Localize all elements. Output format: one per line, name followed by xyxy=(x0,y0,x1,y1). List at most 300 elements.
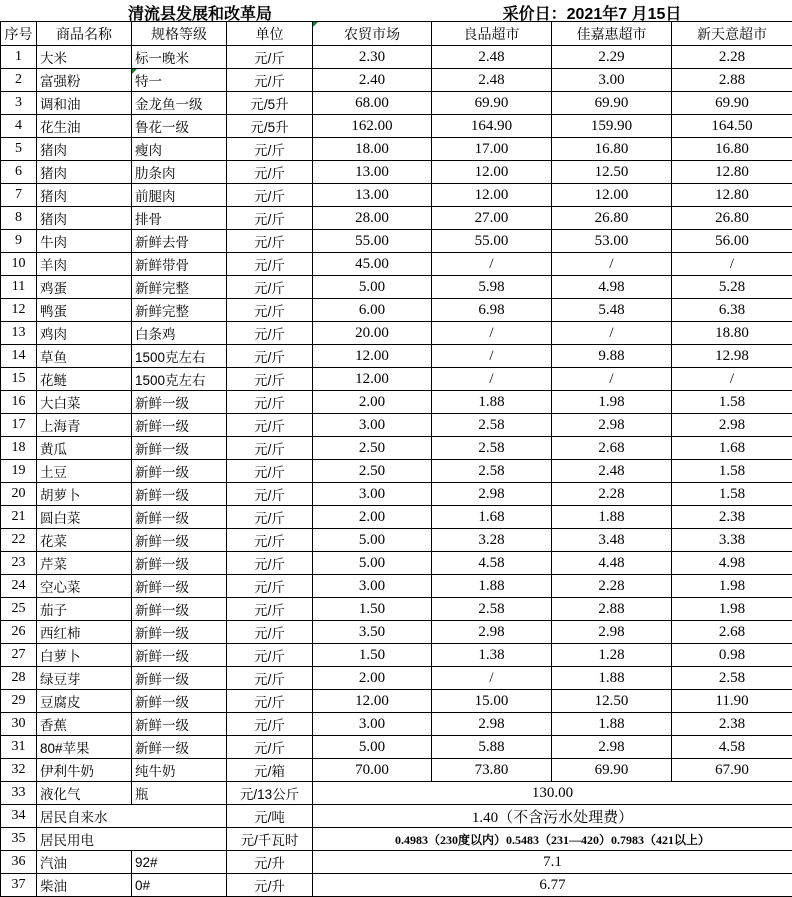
unit-cell: 元/斤 xyxy=(227,667,313,690)
price-cell: 2.98 xyxy=(432,621,552,644)
spec-grade-cell: 瓶 xyxy=(132,782,227,805)
product-name-cell: 鸡肉 xyxy=(37,322,132,345)
product-name-cell: 调和油 xyxy=(37,92,132,115)
error-marker-icon xyxy=(313,22,318,27)
price-cell: 5.98 xyxy=(432,276,552,299)
product-name-cell: 豆腐皮 xyxy=(37,690,132,713)
row-number-cell: 14 xyxy=(1,345,37,368)
product-name-cell: 猪肉 xyxy=(37,161,132,184)
merged-price-cell: 130.00 xyxy=(313,782,792,805)
price-cell: 5.88 xyxy=(432,736,552,759)
price-cell: / xyxy=(432,667,552,690)
unit-cell: 元/斤 xyxy=(227,483,313,506)
table-row xyxy=(1,690,792,713)
unit-cell: 元/斤 xyxy=(227,322,313,345)
price-cell: / xyxy=(432,345,552,368)
product-name-cell: 黄瓜 xyxy=(37,437,132,460)
price-cell: 69.90 xyxy=(672,92,792,115)
column-header-3: 单位 xyxy=(227,22,313,46)
price-cell: 12.50 xyxy=(552,161,672,184)
price-cell: 68.00 xyxy=(313,92,432,115)
row-number-cell: 25 xyxy=(1,598,37,621)
price-cell: 45.00 xyxy=(313,253,432,276)
price-cell: 2.28 xyxy=(672,46,792,69)
price-cell: 2.38 xyxy=(672,506,792,529)
price-cell: 18.00 xyxy=(313,138,432,161)
unit-cell: 元/斤 xyxy=(227,690,313,713)
price-cell: 3.28 xyxy=(432,529,552,552)
spec-grade-cell: 新鲜完整 xyxy=(132,276,227,299)
row-number-cell: 3 xyxy=(1,92,37,115)
table-row xyxy=(1,391,792,414)
table-row xyxy=(1,161,792,184)
unit-cell: 元/斤 xyxy=(227,575,313,598)
price-cell: 2.40 xyxy=(313,69,432,92)
unit-cell: 元/斤 xyxy=(227,299,313,322)
price-cell: 2.58 xyxy=(432,414,552,437)
unit-cell: 元/斤 xyxy=(227,253,313,276)
row-number-cell: 1 xyxy=(1,46,37,69)
product-name-cell: 80#苹果 xyxy=(37,736,132,759)
row-number-cell: 30 xyxy=(1,713,37,736)
price-cell: 2.48 xyxy=(432,69,552,92)
price-cell: 16.80 xyxy=(672,138,792,161)
table-row xyxy=(1,69,792,92)
product-name-cell: 鸭蛋 xyxy=(37,299,132,322)
price-cell: 2.58 xyxy=(432,460,552,483)
spec-grade-cell: 新鲜一级 xyxy=(132,506,227,529)
price-cell: 5.00 xyxy=(313,276,432,299)
price-cell: 2.98 xyxy=(432,483,552,506)
row-number-cell: 18 xyxy=(1,437,37,460)
row-number-cell: 19 xyxy=(1,460,37,483)
unit-cell: 元/斤 xyxy=(227,437,313,460)
product-name-cell: 白萝卜 xyxy=(37,644,132,667)
product-name-cell: 富强粉 xyxy=(37,69,132,92)
price-cell: 2.98 xyxy=(552,736,672,759)
price-cell: 6.00 xyxy=(313,299,432,322)
title-bar xyxy=(0,0,792,21)
price-cell: 159.90 xyxy=(552,115,672,138)
product-name-cell: 猪肉 xyxy=(37,184,132,207)
price-cell: 1.88 xyxy=(552,506,672,529)
product-name-cell: 居民用电 xyxy=(37,828,227,851)
spec-grade-cell: 新鲜一级 xyxy=(132,575,227,598)
price-cell: 4.98 xyxy=(672,552,792,575)
row-number-cell: 8 xyxy=(1,207,37,230)
column-header-5: 良品超市 xyxy=(432,22,552,46)
spec-grade-cell: 新鲜一级 xyxy=(132,644,227,667)
spec-grade-cell: 纯牛奶 xyxy=(132,759,227,782)
product-name-cell: 牛肉 xyxy=(37,230,132,253)
table-row xyxy=(1,345,792,368)
price-cell: 26.80 xyxy=(672,207,792,230)
price-cell: 13.00 xyxy=(313,184,432,207)
price-cell: 1.68 xyxy=(672,437,792,460)
table-row xyxy=(1,552,792,575)
spec-grade-cell: 瘦肉 xyxy=(132,138,227,161)
price-cell: / xyxy=(432,368,552,391)
row-number-cell: 35 xyxy=(1,828,37,851)
table-row xyxy=(1,276,792,299)
price-cell: 1.38 xyxy=(432,644,552,667)
column-header-1: 商品名称 xyxy=(37,22,132,46)
table-row xyxy=(1,460,792,483)
unit-cell: 元/斤 xyxy=(227,506,313,529)
unit-cell: 元/13公斤 xyxy=(227,782,313,805)
row-number-cell: 17 xyxy=(1,414,37,437)
price-cell: 27.00 xyxy=(432,207,552,230)
table-row xyxy=(1,207,792,230)
price-cell: 12.50 xyxy=(552,690,672,713)
spec-grade-cell: 新鲜一级 xyxy=(132,483,227,506)
row-number-cell: 10 xyxy=(1,253,37,276)
table-row xyxy=(1,736,792,759)
product-name-cell: 汽油 xyxy=(37,851,132,874)
price-cell: 2.98 xyxy=(552,414,672,437)
merged-price-cell: 6.77 xyxy=(313,874,792,897)
price-cell: 4.58 xyxy=(672,736,792,759)
price-cell: 2.48 xyxy=(432,46,552,69)
spec-grade-cell: 新鲜一级 xyxy=(132,529,227,552)
price-cell: 1.88 xyxy=(552,667,672,690)
price-cell: 73.80 xyxy=(432,759,552,782)
unit-cell: 元/升 xyxy=(227,851,313,874)
price-cell: / xyxy=(432,322,552,345)
price-cell: 3.50 xyxy=(313,621,432,644)
unit-cell: 元/斤 xyxy=(227,644,313,667)
price-cell: 2.29 xyxy=(552,46,672,69)
price-cell: 3.48 xyxy=(552,529,672,552)
spec-grade-cell: 金龙鱼一级 xyxy=(132,92,227,115)
table-row xyxy=(1,437,792,460)
price-cell: 2.48 xyxy=(552,460,672,483)
row-number-cell: 37 xyxy=(1,874,37,897)
price-cell: 70.00 xyxy=(313,759,432,782)
row-number-cell: 12 xyxy=(1,299,37,322)
spec-grade-cell: 白条鸡 xyxy=(132,322,227,345)
spec-grade-cell: 新鲜一级 xyxy=(132,736,227,759)
price-cell: 15.00 xyxy=(432,690,552,713)
unit-cell: 元/斤 xyxy=(227,161,313,184)
unit-cell: 元/箱 xyxy=(227,759,313,782)
product-name-cell: 居民自来水 xyxy=(37,805,227,828)
price-cell: 12.98 xyxy=(672,345,792,368)
price-cell: 55.00 xyxy=(432,230,552,253)
unit-cell: 元/斤 xyxy=(227,621,313,644)
spec-grade-cell: 0# xyxy=(132,874,227,897)
unit-cell: 元/斤 xyxy=(227,276,313,299)
price-cell: 13.00 xyxy=(313,161,432,184)
price-cell: 18.80 xyxy=(672,322,792,345)
price-cell: 1.68 xyxy=(432,506,552,529)
column-header-6: 佳嘉惠超市 xyxy=(552,22,672,46)
unit-cell: 元/斤 xyxy=(227,345,313,368)
price-cell: / xyxy=(432,253,552,276)
spec-grade-cell: 新鲜一级 xyxy=(132,552,227,575)
table-row xyxy=(1,828,792,851)
price-cell: 1.98 xyxy=(672,598,792,621)
price-cell: 2.98 xyxy=(552,621,672,644)
price-cell: 12.00 xyxy=(313,690,432,713)
price-cell: 2.50 xyxy=(313,437,432,460)
table-row xyxy=(1,598,792,621)
price-cell: 164.50 xyxy=(672,115,792,138)
price-cell: 1.58 xyxy=(672,391,792,414)
table-row xyxy=(1,575,792,598)
unit-cell: 元/5升 xyxy=(227,92,313,115)
price-cell: 2.50 xyxy=(313,460,432,483)
price-cell: 1.88 xyxy=(432,391,552,414)
product-name-cell: 液化气 xyxy=(37,782,132,805)
unit-cell: 元/斤 xyxy=(227,138,313,161)
table-row xyxy=(1,805,792,828)
price-cell: 67.90 xyxy=(672,759,792,782)
price-cell: 12.00 xyxy=(552,184,672,207)
price-cell: 2.98 xyxy=(432,713,552,736)
spec-grade-cell: 新鲜完整 xyxy=(132,299,227,322)
price-table xyxy=(0,21,792,897)
price-cell: 2.00 xyxy=(313,391,432,414)
product-name-cell: 圆白菜 xyxy=(37,506,132,529)
table-row xyxy=(1,368,792,391)
unit-cell: 元/千瓦时 xyxy=(227,828,313,851)
price-cell: 3.00 xyxy=(313,483,432,506)
row-number-cell: 28 xyxy=(1,667,37,690)
price-cell: 0.98 xyxy=(672,644,792,667)
price-cell: 6.38 xyxy=(672,299,792,322)
table-row xyxy=(1,138,792,161)
price-cell: 12.80 xyxy=(672,184,792,207)
price-cell: 5.00 xyxy=(313,552,432,575)
product-name-cell: 花生油 xyxy=(37,115,132,138)
row-number-cell: 5 xyxy=(1,138,37,161)
row-number-cell: 27 xyxy=(1,644,37,667)
price-cell: 3.00 xyxy=(313,713,432,736)
table-row xyxy=(1,506,792,529)
table-row xyxy=(1,483,792,506)
price-cell: 56.00 xyxy=(672,230,792,253)
spec-grade-cell: 新鲜一级 xyxy=(132,667,227,690)
merged-price-cell: 7.1 xyxy=(313,851,792,874)
price-cell: 1.28 xyxy=(552,644,672,667)
table-row xyxy=(1,92,792,115)
product-name-cell: 芹菜 xyxy=(37,552,132,575)
price-cell: 2.68 xyxy=(552,437,672,460)
price-cell: 9.88 xyxy=(552,345,672,368)
price-cell: 12.00 xyxy=(432,184,552,207)
price-cell: 3.38 xyxy=(672,529,792,552)
spec-grade-cell: 前腿肉 xyxy=(132,184,227,207)
row-number-cell: 36 xyxy=(1,851,37,874)
row-number-cell: 34 xyxy=(1,805,37,828)
error-marker-icon xyxy=(132,69,137,74)
price-cell: 1.88 xyxy=(432,575,552,598)
spec-grade-cell: 新鲜带骨 xyxy=(132,253,227,276)
price-cell: 162.00 xyxy=(313,115,432,138)
price-cell: 11.90 xyxy=(672,690,792,713)
table-row xyxy=(1,874,792,897)
price-cell: 20.00 xyxy=(313,322,432,345)
unit-cell: 元/斤 xyxy=(227,391,313,414)
unit-cell: 元/斤 xyxy=(227,460,313,483)
unit-cell: 元/吨 xyxy=(227,805,313,828)
product-name-cell: 茄子 xyxy=(37,598,132,621)
price-cell: 12.80 xyxy=(672,161,792,184)
price-cell: 5.00 xyxy=(313,529,432,552)
column-header-7: 新天意超市 xyxy=(672,22,792,46)
price-cell: 16.80 xyxy=(552,138,672,161)
price-cell: 3.00 xyxy=(313,575,432,598)
price-cell: 2.28 xyxy=(552,483,672,506)
price-cell: 2.30 xyxy=(313,46,432,69)
spec-grade-cell: 标一晚米 xyxy=(132,46,227,69)
price-cell: 1.88 xyxy=(552,713,672,736)
table-body xyxy=(1,46,792,897)
product-name-cell: 大米 xyxy=(37,46,132,69)
unit-cell: 元/斤 xyxy=(227,736,313,759)
column-header-4: 农贸市场 xyxy=(313,22,432,46)
unit-cell: 元/斤 xyxy=(227,552,313,575)
price-cell: 69.90 xyxy=(552,759,672,782)
price-cell: / xyxy=(552,368,672,391)
price-cell: / xyxy=(672,253,792,276)
column-header-0: 序号 xyxy=(1,22,37,46)
row-number-cell: 20 xyxy=(1,483,37,506)
product-name-cell: 猪肉 xyxy=(37,207,132,230)
spec-grade-cell: 特一 xyxy=(132,69,227,92)
price-cell: 2.58 xyxy=(672,667,792,690)
row-number-cell: 15 xyxy=(1,368,37,391)
price-cell: 2.38 xyxy=(672,713,792,736)
product-name-cell: 大白菜 xyxy=(37,391,132,414)
table-row xyxy=(1,230,792,253)
price-cell: 28.00 xyxy=(313,207,432,230)
spec-grade-cell: 新鲜一级 xyxy=(132,391,227,414)
price-cell: 5.28 xyxy=(672,276,792,299)
row-number-cell: 21 xyxy=(1,506,37,529)
row-number-cell: 22 xyxy=(1,529,37,552)
column-header-2: 规格等级 xyxy=(132,22,227,46)
price-cell: 1.98 xyxy=(672,575,792,598)
price-cell: 17.00 xyxy=(432,138,552,161)
row-number-cell: 24 xyxy=(1,575,37,598)
product-name-cell: 草鱼 xyxy=(37,345,132,368)
table-row xyxy=(1,621,792,644)
price-cell: 2.58 xyxy=(432,598,552,621)
table-header-row xyxy=(1,22,792,46)
price-cell: 2.98 xyxy=(672,414,792,437)
price-cell: 4.48 xyxy=(552,552,672,575)
table-row xyxy=(1,253,792,276)
table-row xyxy=(1,115,792,138)
report-title: 清流县发展和改革局 xyxy=(127,6,273,23)
product-name-cell: 鸡蛋 xyxy=(37,276,132,299)
price-cell: 12.00 xyxy=(313,368,432,391)
row-number-cell: 11 xyxy=(1,276,37,299)
table-row xyxy=(1,184,792,207)
price-cell: 12.00 xyxy=(432,161,552,184)
row-number-cell: 4 xyxy=(1,115,37,138)
price-cell: 26.80 xyxy=(552,207,672,230)
price-cell: 1.98 xyxy=(552,391,672,414)
table-row xyxy=(1,713,792,736)
row-number-cell: 32 xyxy=(1,759,37,782)
price-cell: / xyxy=(672,368,792,391)
unit-cell: 元/斤 xyxy=(227,598,313,621)
price-cell: 55.00 xyxy=(313,230,432,253)
product-name-cell: 西红柿 xyxy=(37,621,132,644)
price-cell: / xyxy=(552,322,672,345)
unit-cell: 元/斤 xyxy=(227,529,313,552)
spec-grade-cell: 新鲜一级 xyxy=(132,598,227,621)
price-cell: 2.00 xyxy=(313,667,432,690)
product-name-cell: 胡萝卜 xyxy=(37,483,132,506)
row-number-cell: 31 xyxy=(1,736,37,759)
price-cell: 53.00 xyxy=(552,230,672,253)
unit-cell: 元/斤 xyxy=(227,414,313,437)
price-cell: 2.88 xyxy=(552,598,672,621)
price-cell: 1.58 xyxy=(672,483,792,506)
product-name-cell: 土豆 xyxy=(37,460,132,483)
unit-cell: 元/斤 xyxy=(227,69,313,92)
merged-price-cell: 1.40（不含污水处理费） xyxy=(313,805,792,828)
price-cell: 2.58 xyxy=(432,437,552,460)
product-name-cell: 羊肉 xyxy=(37,253,132,276)
table-row xyxy=(1,759,792,782)
price-cell: 3.00 xyxy=(313,414,432,437)
spec-grade-cell: 肋条肉 xyxy=(132,161,227,184)
price-cell: / xyxy=(552,253,672,276)
price-cell: 1.50 xyxy=(313,598,432,621)
price-cell: 1.58 xyxy=(672,460,792,483)
price-cell: 69.90 xyxy=(432,92,552,115)
row-number-cell: 33 xyxy=(1,782,37,805)
spec-grade-cell: 新鲜一级 xyxy=(132,621,227,644)
product-name-cell: 伊利牛奶 xyxy=(37,759,132,782)
spec-grade-cell: 新鲜去骨 xyxy=(132,230,227,253)
table-row xyxy=(1,46,792,69)
row-number-cell: 6 xyxy=(1,161,37,184)
row-number-cell: 2 xyxy=(1,69,37,92)
row-number-cell: 7 xyxy=(1,184,37,207)
price-cell: 5.00 xyxy=(313,736,432,759)
price-cell: 69.90 xyxy=(552,92,672,115)
unit-cell: 元/斤 xyxy=(227,207,313,230)
price-cell: 164.90 xyxy=(432,115,552,138)
spec-grade-cell: 1500克左右 xyxy=(132,368,227,391)
unit-cell: 元/斤 xyxy=(227,368,313,391)
price-cell: 6.98 xyxy=(432,299,552,322)
table-row xyxy=(1,299,792,322)
table-row xyxy=(1,322,792,345)
table-row xyxy=(1,644,792,667)
unit-cell: 元/升 xyxy=(227,874,313,897)
row-number-cell: 26 xyxy=(1,621,37,644)
spec-grade-cell: 新鲜一级 xyxy=(132,713,227,736)
price-cell: 12.00 xyxy=(313,345,432,368)
row-number-cell: 23 xyxy=(1,552,37,575)
product-name-cell: 花菜 xyxy=(37,529,132,552)
row-number-cell: 29 xyxy=(1,690,37,713)
merged-price-cell: 0.4983（230度以内）0.5483（231—420）0.7983（421以上） xyxy=(313,828,792,851)
product-name-cell: 猪肉 xyxy=(37,138,132,161)
spec-grade-cell: 鲁花一级 xyxy=(132,115,227,138)
price-cell: 4.98 xyxy=(552,276,672,299)
spec-grade-cell: 新鲜一级 xyxy=(132,460,227,483)
spec-grade-cell: 新鲜一级 xyxy=(132,437,227,460)
product-name-cell: 绿豆芽 xyxy=(37,667,132,690)
